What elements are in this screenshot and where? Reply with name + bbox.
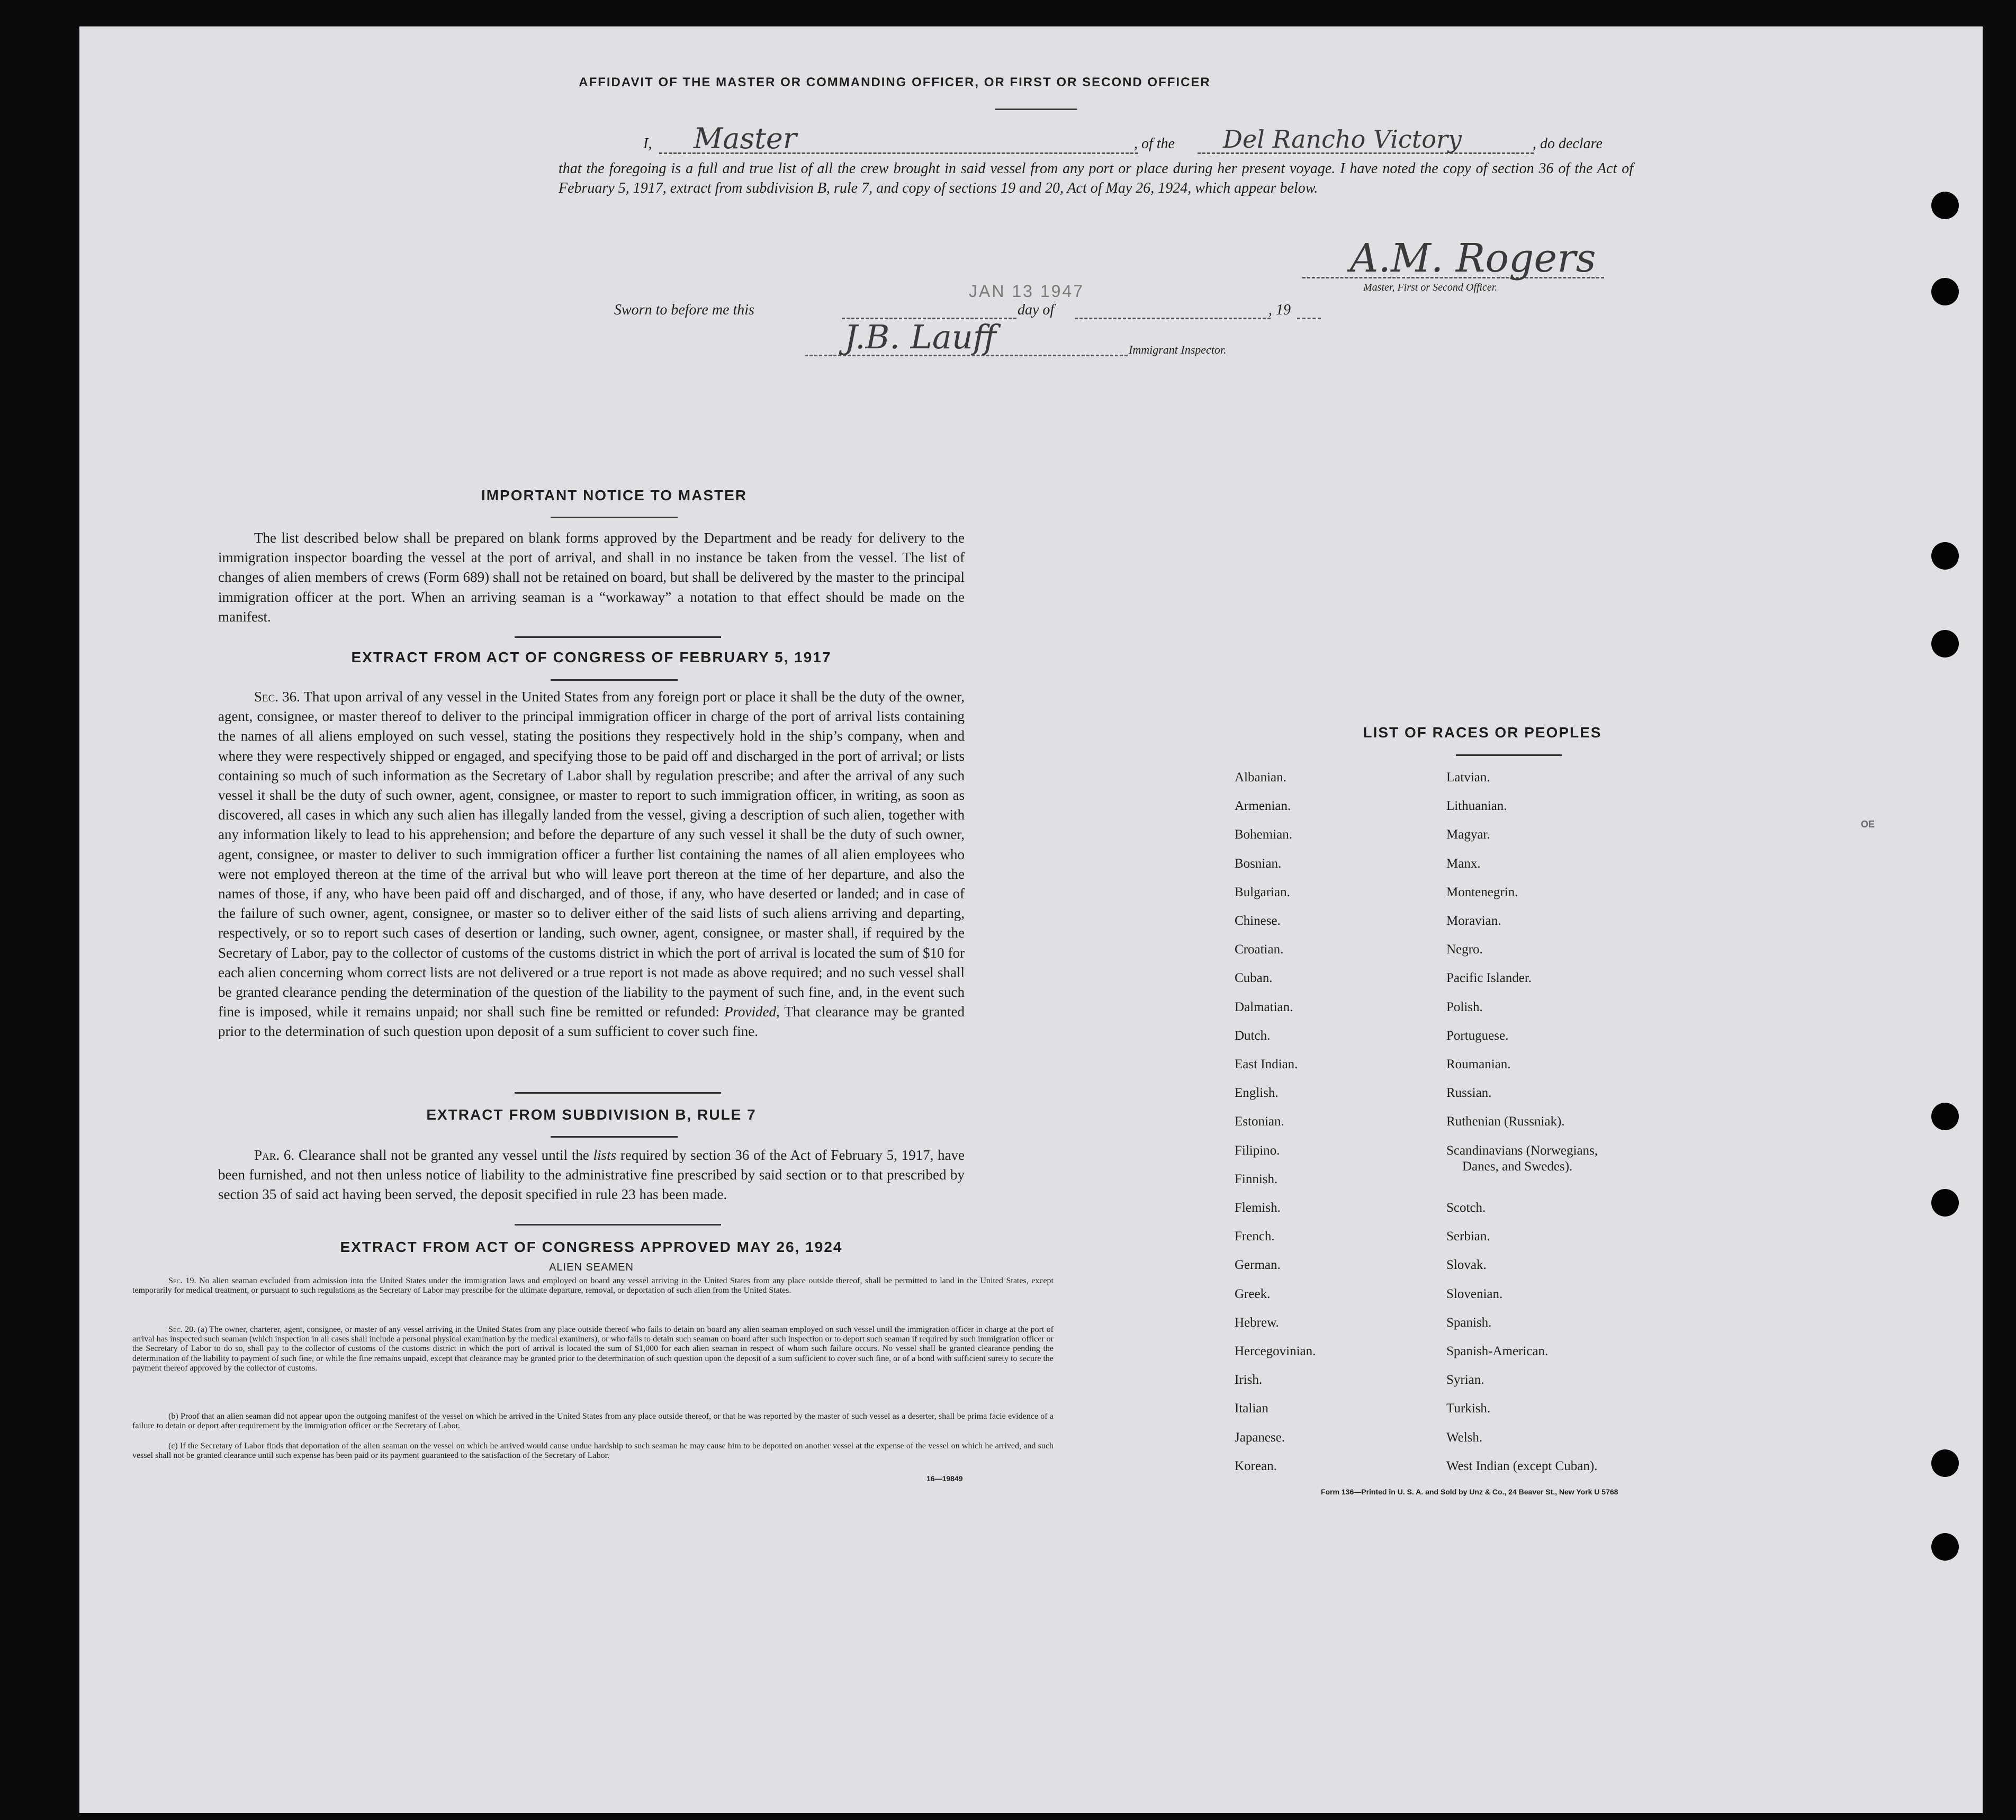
par-6-body-b: required by section 36 of the Act of February 5, 1917, have been furnished, and not then unless notice of liability to the administrative fine prescribed by said section or to that prescribed by section 35 of said act having been served, the deposit specified in rule 23 has been made. — [218, 1147, 965, 1203]
race-item: Spanish. — [1446, 1315, 1492, 1330]
race-item: Albanian. — [1235, 770, 1286, 785]
race-item: Danes, and Swedes). — [1462, 1159, 1573, 1174]
races-title: LIST OF RACES OR PEOPLES — [1363, 724, 1602, 741]
sec-20c: (c) If the Secretary of Labor finds that deportation of the alien seaman on the vessel on which he arrived would cause undue hardship to such seaman he may cause him to be deported on another vessel at the expense of the vessel on which he arrived, and such vessel shall not be granted clearance until such expense has been paid or its payment guaranteed to the satisfaction of the Secretary of Labor. — [132, 1441, 1054, 1461]
notice-text: The list described below shall be prepared on blank forms approved by the Department and be ready for delivery to the immigration inspector boarding the vessel at the port of arrival, and shall in no instance be taken from the vessel. The list of changes of alien members of crews (Form 689) shall not be retained on board, but shall be delivered by the master to the principal immigration officer at the port. When an arriving seaman is a “workaway” a notation to that effect should be made on the manifest. — [218, 530, 965, 625]
binder-hole — [1931, 542, 1959, 570]
extract-1917-text — [218, 687, 965, 1042]
binder-hole — [1931, 278, 1959, 305]
race-item: Lithuanian. — [1446, 799, 1507, 814]
affidavit-line1-prefix: I, — [643, 136, 652, 152]
master-signature-caption: Master, First or Second Officer. — [1363, 282, 1498, 293]
sec-20-label: Sec. 20. — [168, 1325, 196, 1334]
extract-1924-title: EXTRACT FROM ACT OF CONGRESS APPROVED MAY 26, 1924 — [340, 1239, 843, 1255]
affidavit-line1-suffix: , do declare — [1533, 136, 1603, 152]
sec-20a — [132, 1325, 1054, 1373]
sworn-prefix: Sworn to before me this — [614, 302, 754, 318]
race-item: Turkish. — [1446, 1401, 1491, 1416]
race-item: Filipino. — [1235, 1143, 1280, 1158]
race-item: Bosnian. — [1235, 856, 1282, 871]
race-item: Slovenian. — [1446, 1286, 1503, 1301]
notice-title-rule — [551, 517, 678, 518]
handwritten-master: Master — [694, 122, 797, 155]
affidavit-title-rule — [995, 109, 1077, 110]
sec-20a-body: (a) The owner, charterer, agent, consignee, or master of any vessel arriving in the United States from any place outside thereof who fails to detain on board any alien seaman employed on such vessel until the immigration officer in charge at the port of arrival has inspected such seaman (which inspection in all cases shall include a personal physical examination by the medical examiners), or who fails to detain such seaman on board after such inspection or to deport such seaman if required by such immigration officer or the Secretary of Labor to do so, shall pay to the collector of customs of the customs district in which the port of arrival is located the sum of $1,000 for each alien seaman in respect of whom such failure occurs. No vessel shall be granted clearance pending the determination of the liability to payment of such fine, or while the fine remains unpaid, except that clearance may be granted prior to the determination of such question upon the deposit of a sum sufficient to cover such fine, or of a bond with sufficient surety to secure the payment thereof approved by the collector of customs. — [132, 1325, 1054, 1373]
race-item: Russian. — [1446, 1086, 1492, 1101]
sec-19-body: No alien seaman excluded from admission into the United States under the immigration laws and employed on board any vessel arriving in the United States from any place outside thereof, shall be permitted to land in the United States, except temporarily for medical treatment, or pursuant to such regulations as the Secretary of Labor may prescribe for the ultimate departure, removal, or deportation of such alien from the United States. — [132, 1276, 1054, 1295]
notice-end-rule — [515, 636, 721, 638]
race-item: Dalmatian. — [1235, 999, 1293, 1014]
binder-hole — [1931, 1189, 1959, 1217]
race-item: Chinese. — [1235, 914, 1281, 928]
race-item: Ruthenian (Russniak). — [1446, 1114, 1565, 1129]
extract-1917-end-rule — [515, 1092, 721, 1094]
race-item: Pacific Islander. — [1446, 971, 1532, 986]
sec-19-label: Sec. 19. — [168, 1276, 196, 1285]
race-item: Greek. — [1235, 1286, 1271, 1301]
master-signature: A.M. Rogers — [1350, 236, 1596, 281]
handwritten-vessel: Del Rancho Victory — [1223, 125, 1462, 154]
margin-mark: OE — [1861, 819, 1875, 830]
inspector-signature: J.B. Lauff — [844, 318, 996, 356]
race-item: Cuban. — [1235, 971, 1273, 986]
race-item: Korean. — [1235, 1458, 1277, 1473]
extract-1917-title-rule — [551, 679, 678, 681]
race-item: Magyar. — [1446, 827, 1490, 842]
races-title-rule — [1456, 754, 1562, 756]
extract-1917-title: EXTRACT FROM ACT OF CONGRESS OF FEBRUARY 5, 1917 — [351, 649, 832, 665]
binder-hole — [1931, 192, 1959, 219]
race-item: Finnish. — [1235, 1172, 1278, 1186]
affidavit-body: that the foregoing is a full and true list of all the crew brought in said vessel from any port or place during her present voyage. I have noted the copy of section 36 of the Act of February 5, 1917, extract from subdivision B, rule 7, and copy of sections 19 and 20, Act of May 26, 1924, which appear below. — [559, 160, 1633, 196]
race-item: Polish. — [1446, 999, 1483, 1014]
rule7-end-rule — [515, 1224, 721, 1226]
affidavit-title: AFFIDAVIT OF THE MASTER OR COMMANDING OFFICER, OR FIRST OR SECOND OFFICER — [579, 75, 1211, 89]
sec-36-body: That upon arrival of any vessel in the United States from any foreign port or place it shall be the duty of the owner, agent, consignee, or master thereof to deliver to the principal immigration officer in charge of the port of arrival lists containing the names of all aliens employed on such vessel, stating the positions they respectively hold in the ship’s company, when and where they were respectively shipped or engaged, and specifying those to be paid off and discharged in the port of arrival; or lists containing so much of such information as the Secretary of Labor shall by regulation prescribe; and after the arrival of any such vessel it shall be the duty of such owner, agent, consignee, or master to report to such immigration officer, in writing, as soon as discovered, all cases in which any such alien has illegally landed from the vessel, giving a description of such alien, together with any information likely to lead to his apprehension; and before the departure of any such vessel it shall be the duty of such owner, agent, consignee, or master to deliver to such immigration officer a further list containing the names of all alien employees who were not employed thereon at the time of the arrival but who will leave port thereon at the time of her departure, and also the names of those, if any, who have been paid off and discharged, and of those, if any, who have deserted or landed; and in case of the failure of such owner, agent, consignee, or master so to deliver either of the said lists of such aliens arriving and departing, respectively, or so to report such cases of desertion or landing, such owner, agent, consignee, or master shall, if required by the Secretary of Labor, pay to the collector of customs of the customs district in which the port of arrival is located the sum of $10 for each alien concerning whom correct lists are not delivered or a true report is not made as above required; and no such vessel shall be granted clearance pending the determination of the question of the liability to the payment of such fine, and, in the event such fine is imposed, while it remains unpaid; nor shall such fine be remitted or refunded: — [218, 689, 965, 1020]
race-item: Italian — [1235, 1401, 1268, 1416]
sec-20b: (b) Proof that an alien seaman did not appear upon the outgoing manifest of the vessel on which he arrived in the United States from any place outside thereof, or that he was reported by the master of such vessel as a deserter, shall be prima facie evidence of a failure to detain or deport after requirement by the immigration officer or the Secretary of Labor. — [132, 1412, 1054, 1431]
race-item: Estonian. — [1235, 1114, 1284, 1129]
race-item: Syrian. — [1446, 1373, 1484, 1387]
race-item: Flemish. — [1235, 1201, 1281, 1215]
race-item: Montenegrin. — [1446, 885, 1518, 899]
race-item: Scotch. — [1446, 1201, 1486, 1215]
race-item: French. — [1235, 1229, 1275, 1244]
race-item: Roumanian. — [1446, 1057, 1511, 1071]
race-item: Japanese. — [1235, 1430, 1285, 1445]
par-6-label: Par. 6. — [254, 1147, 295, 1163]
race-item: Armenian. — [1235, 799, 1291, 814]
race-item: Bohemian. — [1235, 827, 1293, 842]
binder-hole — [1931, 630, 1959, 657]
race-item: Irish. — [1235, 1373, 1263, 1387]
race-item: Scandinavians (Norwegians, — [1446, 1143, 1598, 1158]
document-page — [79, 26, 1983, 1813]
lists-word: lists — [593, 1147, 617, 1163]
binder-hole — [1931, 1449, 1959, 1477]
race-item: Serbian. — [1446, 1229, 1490, 1244]
inspector-caption: Immigrant Inspector. — [1129, 343, 1227, 356]
race-item: Croatian. — [1235, 942, 1284, 957]
provided-label: Provided, — [724, 1004, 780, 1020]
race-item: Moravian. — [1446, 914, 1501, 928]
race-item: Hercegovinian. — [1235, 1344, 1316, 1358]
race-item: East Indian. — [1235, 1057, 1298, 1071]
race-item: German. — [1235, 1258, 1281, 1273]
sworn-year-line — [1297, 318, 1321, 319]
sworn-year: , 19 — [1268, 302, 1291, 318]
race-item: Hebrew. — [1235, 1315, 1279, 1330]
sec-19 — [132, 1276, 1054, 1295]
race-item: Dutch. — [1235, 1028, 1271, 1043]
race-item: West Indian (except Cuban). — [1446, 1458, 1598, 1473]
race-item: Negro. — [1446, 942, 1483, 957]
date-stamp: JAN 13 1947 — [969, 282, 1085, 301]
race-item: English. — [1235, 1086, 1279, 1101]
race-item: Bulgarian. — [1235, 885, 1290, 899]
race-item: Spanish-American. — [1446, 1344, 1549, 1358]
affidavit-line1-of: , of the — [1134, 136, 1175, 152]
race-item: Welsh. — [1446, 1430, 1483, 1445]
rule7-text — [218, 1146, 965, 1205]
sworn-month-line — [1075, 318, 1271, 319]
notice-title: IMPORTANT NOTICE TO MASTER — [481, 487, 748, 503]
rule7-title: EXTRACT FROM SUBDIVISION B, RULE 7 — [426, 1106, 757, 1123]
form-code: 16—19849 — [926, 1474, 963, 1483]
binder-hole — [1931, 1533, 1959, 1561]
rule7-title-rule — [551, 1136, 678, 1138]
race-item: Latvian. — [1446, 770, 1490, 785]
race-item: Portuguese. — [1446, 1028, 1509, 1043]
race-item: Slovak. — [1446, 1258, 1487, 1273]
sec-36-label: Sec. 36. — [254, 689, 300, 705]
printer-footer: Form 136—Printed in U. S. A. and Sold by Unz & Co., 24 Beaver St., New York U 5768 — [1321, 1488, 1618, 1496]
race-item: Manx. — [1446, 856, 1481, 871]
binder-hole — [1931, 1103, 1959, 1130]
alien-seamen-subtitle: ALIEN SEAMEN — [549, 1262, 634, 1273]
provided-body: That clearance may be granted prior to the determination of such question upon deposit of a sum sufficient to cover such fine. — [218, 1004, 965, 1040]
sworn-day-of: day of — [1018, 302, 1055, 318]
par-6-body-a: Clearance shall not be granted any vessel until the — [298, 1147, 589, 1163]
